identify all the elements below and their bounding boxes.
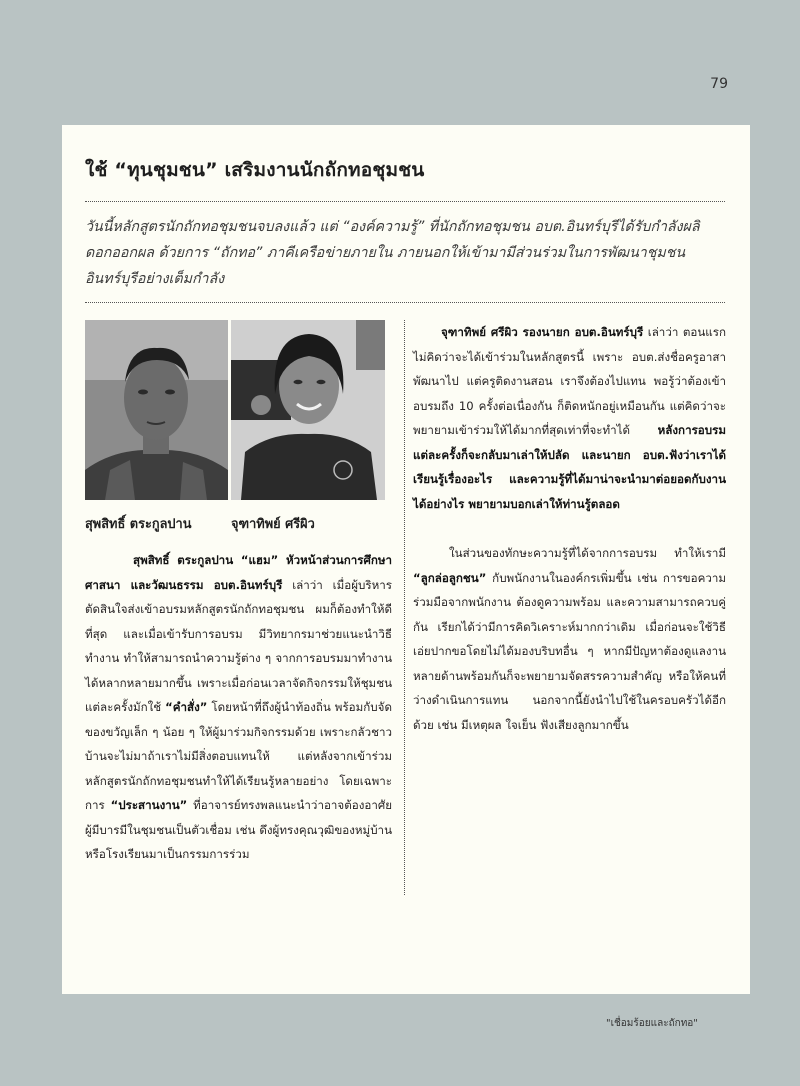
photo-caption-1: สุพสิทธิ์ ตระกูลปาน (85, 517, 192, 532)
right-intro-bold: จุฑาทิพย์ ศรีผิว รองนายก อบต.อินทร์บุรี (441, 325, 644, 339)
right-p2-bold: “ลูกล่อลูกชน” (413, 570, 487, 585)
left-text-3: ที่อาจารย์ทรงพลแนะนำว่าอาจต้องอาศัยผู้มีบารมีในชุมชนเป็นตัวเชื่อม เช่น ดึงผู้ทรงคุณวุฒิของหมู่บ้าน หรือโรงเรียนมาเป็นกรรมการร่วม (85, 798, 392, 861)
photo-man (85, 320, 228, 500)
photo-woman (231, 320, 385, 500)
left-text-2: โดยหน้าที่ถึงผู้นำท้องถิ่น พร้อมกับจัดของขวัญเล็ก ๆ น้อย ๆ ให้ผู้มาร่วมกิจกรรมด้วย เพราะกลัวชาวบ้านจะไม่มาถ้าเราไม่มีสิ่งตอบแทนให้ แต่หลังจากเข้าร่วมหลักสูตรนักถักทอชุมชนทำให้ได้เรียนรู้หลายอย่าง โดยเฉพาะการ (85, 700, 392, 812)
article-card (62, 125, 750, 994)
page-footer: "เชื่อมร้อยและถักทอ" (606, 1018, 698, 1029)
right-column-paragraph-2 (413, 541, 726, 737)
left-bold-2: “ประสานงาน” (110, 798, 188, 812)
right-p2-text-2: กับพนักงานในองค์กรเพิ่มขึ้น เช่น การขอความร่วมมือจากพนักงาน ต้องดูความพร้อม และความสามารถควบคู่กัน เรียกได้ว่ามีการคิดวิเคราะห์มากกว่าเดิม เมื่อก่อนจะใช้วิธีเอ่ยปากขอโดยไม่ได้มองบริบทอื่น ๆ หากมีปัญหาต้องดูแลงานหลายด้านพร้อมกันก็จะพยายามจัดสรรความสำคัญ หรือให้คนที่ว่างดำเนินการแทน นอกจากนี้ยังนำไปใช้ในครอบครัวได้อีกด้วย เช่น มีเหตุผล ใจเย็น ฟังเสียงลูกมากขึ้น (413, 570, 726, 732)
right-bold-1: หลังการอบรมแต่ละครั้งก็จะกลับมาเล่าให้ปลัด และนายก อบต.ฟังว่าเราได้เรียนรู้เรื่องอะไร และความรู้ที่ได้มาน่าจะนำมาต่อยอดกับงานได้อย่างไร พยายามบอกเล่าให้ท่านรู้ตลอด (413, 423, 726, 511)
right-p2-text-1: ในส่วนของทักษะความรู้ที่ได้จากการอบรม ทำให้เรามี (449, 546, 726, 560)
left-text-1: เล่าว่า เมื่อผู้บริหารตัดสินใจส่งเข้าอบรมหลักสูตรนักถักทอชุมชน ผมก็ต้องทำให้ดีที่สุด และเมื่อเข้ารับการอบรม มีวิทยากรมาช่วยแนะนำวิธีทำงาน ทำให้สามารถนำความรู้ต่าง ๆ จากการอบรมมาทำงานได้หลากหลายมากขึ้น เพราะเมื่อก่อนเวลาจัดกิจกรรมให้ชุมชนแต่ละครั้งมักใช้ (85, 577, 392, 714)
photo-caption-2: จุฑาทิพย์ ศรีผิว (231, 517, 315, 532)
article-lead: วันนี้หลักสูตรนักถักทอชุมชนจบลงแล้ว แต่ “องค์ความรู้” ที่นักถักทอชุมชน อบต.อินทร์บุรีได้รับกำลังผลิดอกออกผล ด้วยการ “ถักทอ” ภาคีเครือข่ายภายใน ภายนอกให้เข้ามามีส่วนร่วมในการพัฒนาชุมชนอินทร์บุรีอย่างเต็มกำลัง (85, 201, 725, 303)
left-bold-1: “คำสั่ง” (165, 700, 208, 714)
right-column-paragraph-1 (413, 320, 726, 516)
column-divider (404, 320, 405, 895)
right-text-1: เล่าว่า ตอนแรกไม่คิดว่าจะได้เข้าร่วมในหลักสูตรนี้ เพราะ อบต.ส่งชื่อครูอาสาพัฒนาไป แต่ครูติดงานสอน เราจึงต้องไปแทน พอรู้ว่าต้องเข้าอบรมถึง 10 ครั้งต่อเนื่องกัน ก็ติดหนักอยู่เหมือนกัน แต่คิดว่าจะพยายามเข้าร่วมให้ได้มากที่สุดเท่าที่จะทำได้ (413, 325, 726, 437)
page-number: 79 (710, 76, 728, 92)
left-intro-bold: สุพสิทธิ์ ตระกูลปาน “แฮม” หัวหน้าส่วนการศึกษา ศาสนา และวัฒนธรรม อบต.อินทร์บุรี (85, 553, 392, 592)
left-column-paragraph (85, 548, 392, 867)
article-title: ใช้ “ทุนชุมชน” เสริมงานนักถักทอชุมชน (85, 159, 425, 181)
